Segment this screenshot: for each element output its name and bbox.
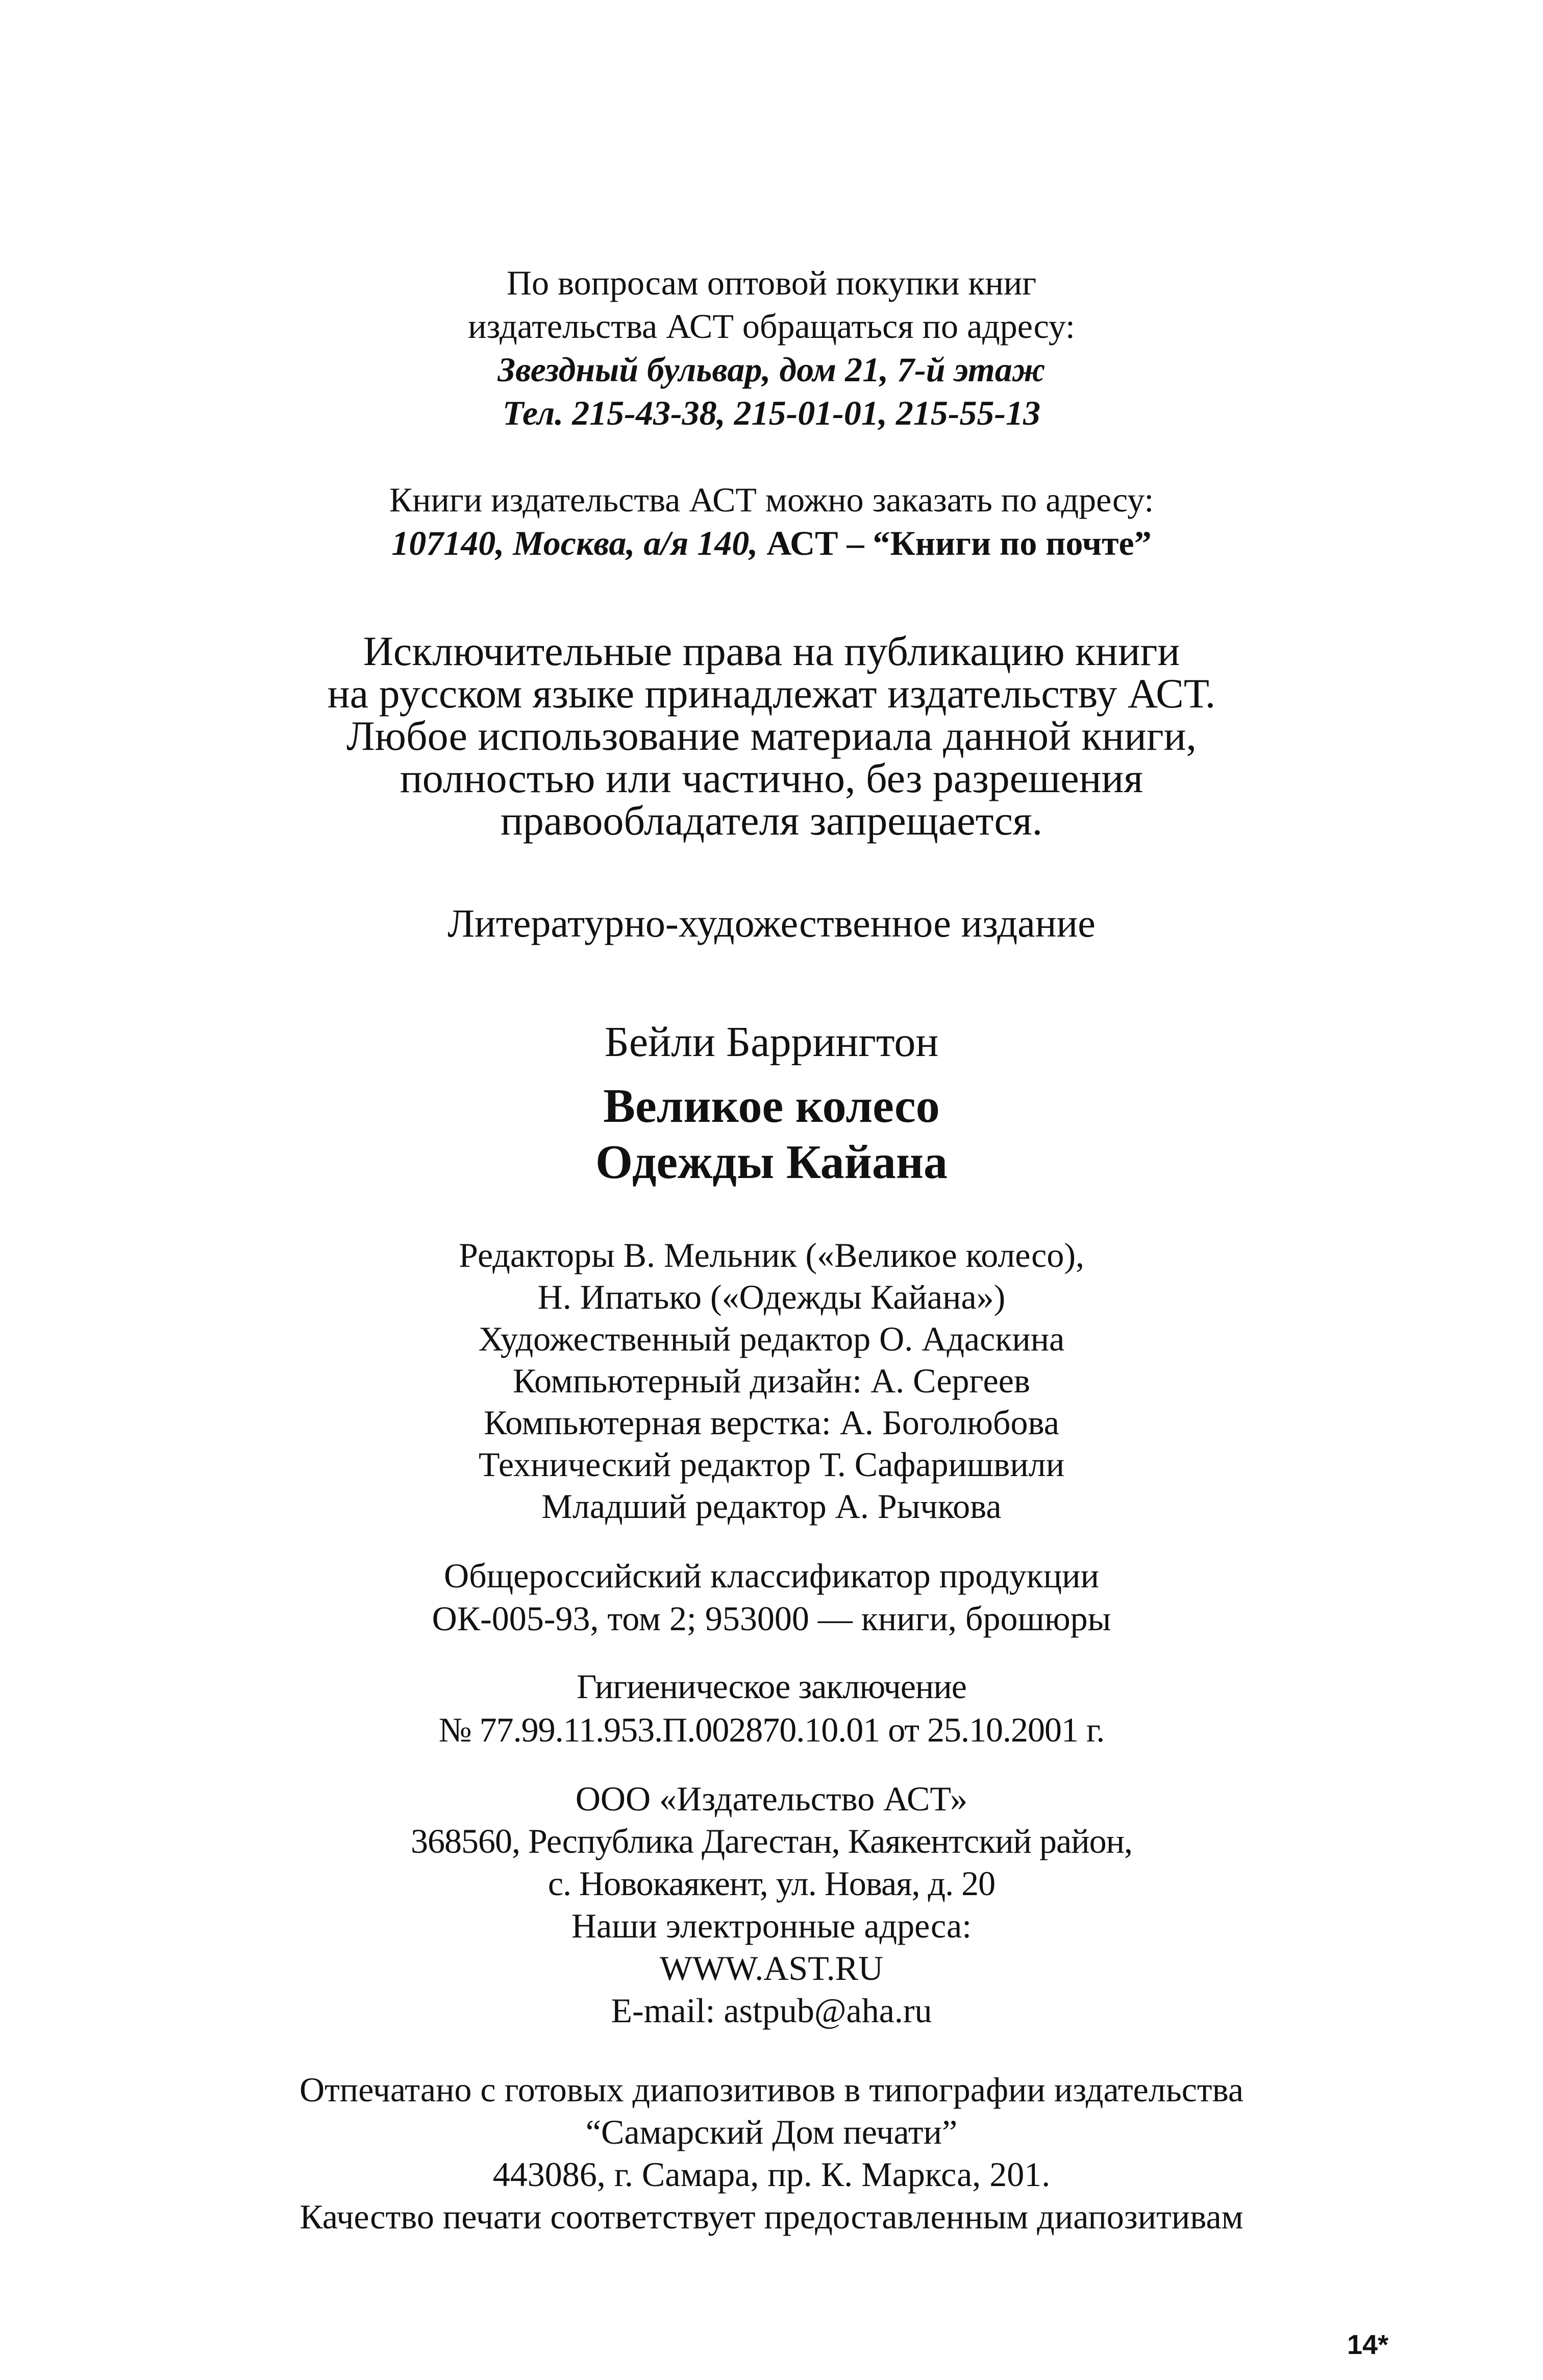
publisher-name: ООО «Издательство АСТ» (575, 1779, 968, 1818)
rights-line-3: Любое использование материала данной книги, (346, 713, 1197, 759)
printing-line-1: Отпечатано с готовых диапозитивов в типографии издательства (299, 2070, 1243, 2109)
mail-order-service: АСТ – “Книги по почте” (758, 524, 1152, 562)
mail-order-address-line (0, 526, 1543, 560)
rights-line-5: правообладателя запрещается. (500, 797, 1043, 844)
credit-line-6: Технический редактор Т. Сафаришвили (478, 1445, 1065, 1484)
book-title-1: Великое колесо (603, 1079, 940, 1133)
printing-line-2: “Самарский Дом печати” (585, 2113, 958, 2151)
credit-line-2: Н. Ипатько («Одежды Кайана») (537, 1278, 1006, 1316)
wholesale-line-2: издательства АСТ обращаться по адресу: (468, 307, 1075, 346)
edition-type: Литературно-художественное издание (447, 901, 1096, 945)
classifier-line-1: Общероссийский классификатор продукции (444, 1556, 1099, 1595)
hygiene-line-2: № 77.99.11.953.П.002870.10.01 от 25.10.2001 г. (438, 1710, 1105, 1749)
rights-line-4: полностью или частично, без разрешения (400, 755, 1143, 801)
book-title-2: Одежды Кайана (595, 1136, 948, 1189)
rights-line-2: на русском языке принадлежат издательству АСТ. (327, 670, 1216, 717)
mail-order-line-1: Книги издательства АСТ можно заказать по адресу: (389, 480, 1154, 519)
credit-line-1: Редакторы В. Мельник («Великое колесо), (459, 1236, 1084, 1274)
publisher-address-1: 368560, Республика Дагестан, Каякентский район, (411, 1822, 1132, 1860)
credit-line-5: Компьютерная верстка: А. Боголюбова (484, 1403, 1059, 1442)
publisher-email: E-mail: astpub@aha.ru (611, 1991, 932, 2030)
credit-line-7: Младший редактор А. Рычкова (541, 1487, 1002, 1526)
printing-line-3: 443086, г. Самара, пр. К. Маркса, 201. (492, 2155, 1051, 2194)
credit-line-3: Художественный редактор О. Адаскина (478, 1319, 1065, 1358)
publisher-website: WWW.AST.RU (659, 1949, 884, 1988)
printing-line-4: Качество печати соответствует предоставленным диапозитивам (300, 2197, 1243, 2236)
page-number: 14* (1347, 2329, 1389, 2360)
rights-line-1: Исключительные права на публикацию книги (363, 628, 1180, 674)
credit-line-4: Компьютерный дизайн: А. Сергеев (512, 1361, 1031, 1400)
publisher-address-2: с. Новокаякент, ул. Новая, д. 20 (547, 1864, 996, 1903)
hygiene-line-1: Гигиеническое заключение (577, 1667, 966, 1706)
wholesale-phones: Тел. 215-43-38, 215-01-01, 215-55-13 (502, 394, 1041, 432)
publisher-email-heading: Наши электронные адреса: (571, 1906, 972, 1945)
mail-order-address: 107140, Москва, а/я 140, (391, 524, 758, 562)
wholesale-address: Звездный бульвар, дом 21, 7-й этаж (497, 350, 1046, 389)
wholesale-line-1: По вопросам оптовой покупки книг (506, 263, 1037, 302)
classifier-line-2: ОК-005-93, том 2; 953000 — книги, брошюры (432, 1599, 1111, 1638)
author-name: Бейли Баррингтон (604, 1018, 939, 1066)
